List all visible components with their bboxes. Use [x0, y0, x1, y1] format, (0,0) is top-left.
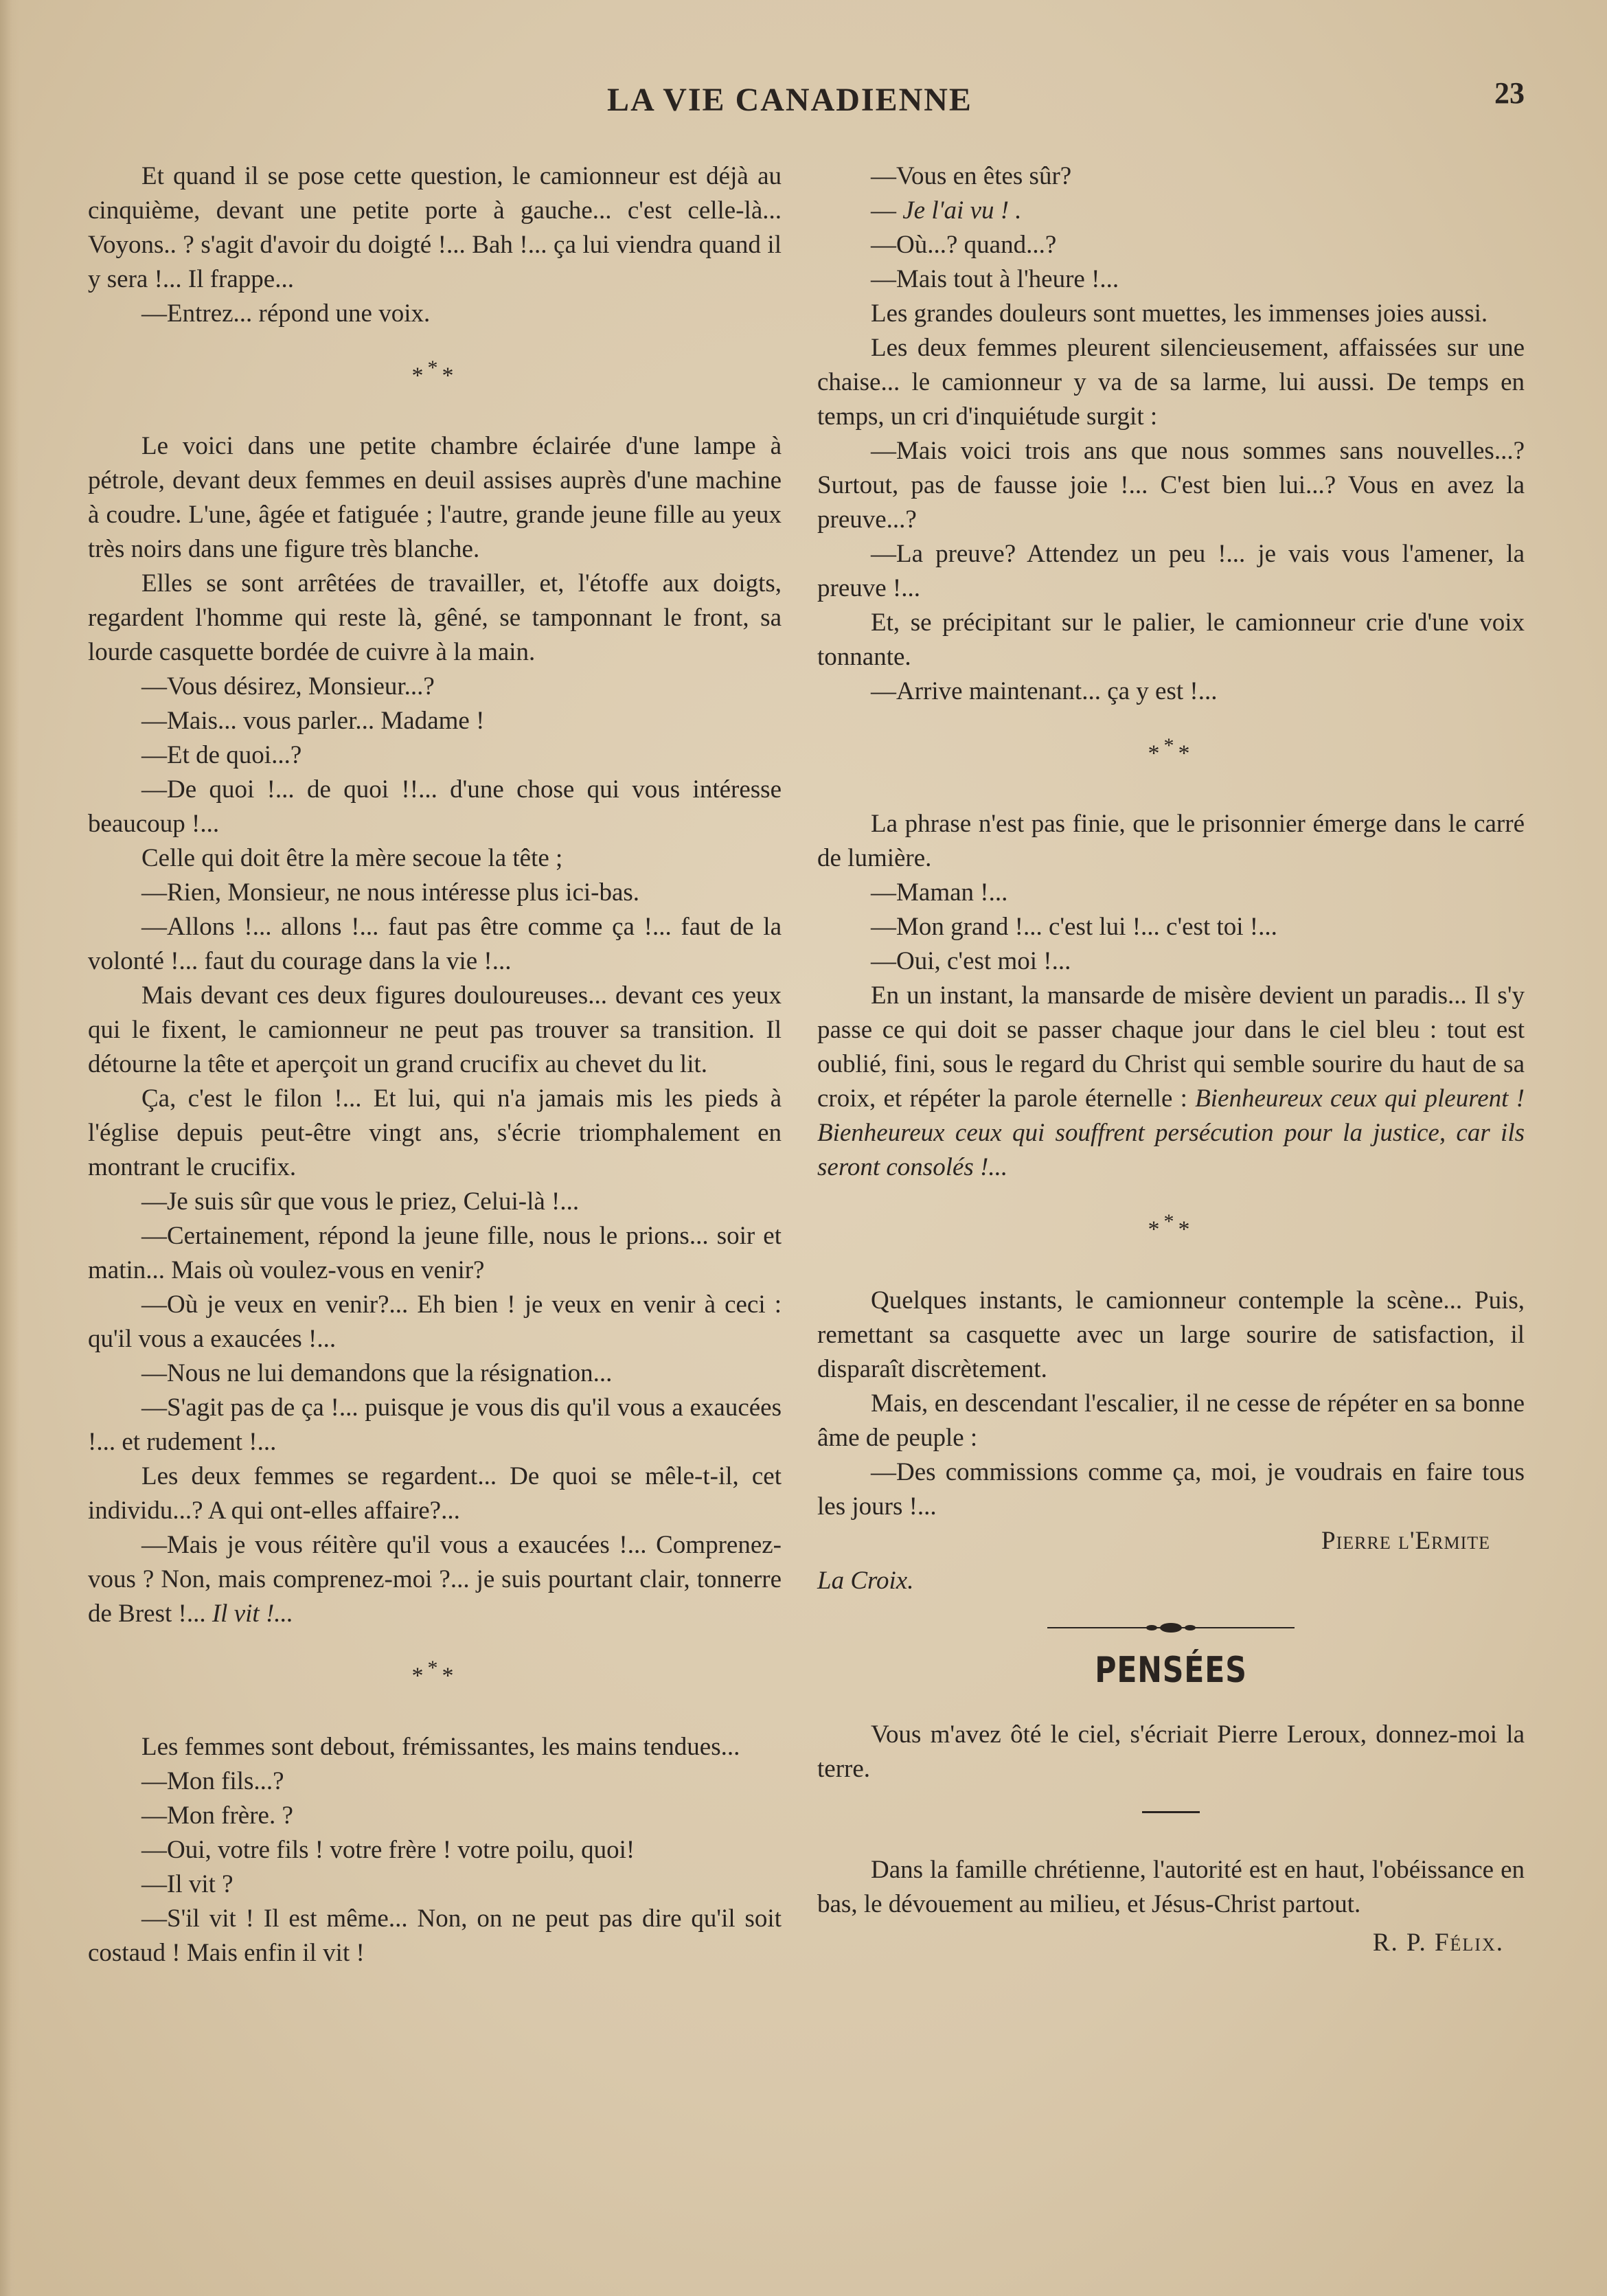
paragraph [88, 1730, 782, 1764]
dialogue-line [817, 194, 1525, 228]
paragraph-text: —Vous désirez, Monsieur...? [141, 672, 435, 701]
dialogue-line [817, 159, 1525, 194]
paragraph [817, 331, 1525, 434]
paragraph-text: —Mon grand !... c'est lui !... c'est toi !... [871, 913, 1277, 942]
dialogue-line [88, 1799, 782, 1833]
paragraph [817, 1387, 1525, 1455]
paragraph-text: —S'il vit ! Il est même... Non, on ne peut pas dire qu'il soit costaud ! Mais enfin il vit ! [88, 1904, 782, 1967]
paragraph-text: —Vous en êtes sûr? [871, 162, 1072, 190]
paragraph-text: Et quand il se pose cette question, le camionneur est déjà au cinquième, devant une petite porte à gauche... c'est celle-là... Voyons.. ? s'agit d'avoir du doigté !... Bah !... ça lui viendra quand il y sera !... Il frappe... [88, 162, 782, 293]
paragraph-text: —S'agit pas de ça !... puisque je vous dis qu'il vous a exaucées !... et rudement !... [88, 1394, 782, 1457]
dialogue-line [88, 1902, 782, 1970]
paragraph-text: —Mais je vous réitère qu'il vous a exaucées !... Comprenez-vous ? Non, mais comprenez-moi ?... je suis pourtant clair, tonnerre de Brest !... [88, 1531, 782, 1628]
paragraph-text: —Je suis sûr que vous le priez, Celui-là !... [141, 1187, 580, 1216]
dialogue-line [817, 876, 1525, 910]
dialogue-line [88, 1391, 782, 1459]
paragraph-text: Celle qui doit être la mère secoue la tête ; [141, 844, 563, 873]
paragraph-text: — [871, 196, 896, 225]
paragraph-text: —De quoi !... de quoi !!... d'une chose qui vous intéresse beaucoup !... [88, 775, 782, 839]
paragraph-text: —Certainement, répond la jeune fille, nous le prions... soir et matin... Mais où voulez-vous en venir? [88, 1222, 782, 1285]
left-column [88, 159, 782, 1970]
asterism-separator: *** [411, 1657, 458, 1689]
ornamental-rule [1047, 1617, 1295, 1638]
dialogue-line [88, 670, 782, 704]
paragraph-text: —Mais... vous parler... Madame ! [141, 707, 485, 736]
dialogue-line [817, 434, 1525, 537]
paragraph-text: Les femmes sont debout, frémissantes, les mains tendues... [141, 1732, 740, 1761]
paragraph-text: —Où je veux en venir?... Eh bien ! je veux en venir à ceci : qu'il vous a exaucées !... [88, 1291, 782, 1354]
article-source: La Croix. [817, 1566, 914, 1595]
dialogue-line [88, 1356, 782, 1391]
dialogue-line [88, 1764, 782, 1799]
paragraph [88, 1082, 782, 1185]
paragraph-text: —Mon fils...? [141, 1766, 284, 1795]
paragraph [817, 606, 1525, 674]
paragraph-text: Les grandes douleurs sont muettes, les immenses joies aussi. [871, 299, 1488, 328]
dialogue-line [817, 262, 1525, 297]
dialogue-line [817, 228, 1525, 262]
paragraph-text: —Mon frère. ? [141, 1801, 293, 1830]
paragraph [88, 1459, 782, 1528]
paragraph [88, 841, 782, 876]
dialogue-line [88, 1867, 782, 1902]
running-title: LA VIE CANADIENNE [607, 82, 972, 118]
section-title: PENSÉES [1095, 1649, 1247, 1691]
asterism-separator: *** [1148, 1210, 1194, 1242]
dialogue-line [88, 1219, 782, 1288]
dialogue-line [817, 1455, 1525, 1524]
dialogue-line [88, 876, 782, 910]
dialogue-line [88, 704, 782, 738]
right-column [817, 159, 1525, 1960]
paragraph-text: —Oui, votre fils ! votre frère ! votre poilu, quoi! [141, 1835, 635, 1864]
dialogue-line [88, 773, 782, 841]
paragraph [817, 807, 1525, 876]
paragraph-text: Vous m'avez ôté le ciel, s'écriait Pierre Leroux, donnez-moi la terre. [817, 1720, 1525, 1783]
paragraph-text: Et, se précipitant sur le palier, le camionneur crie d'une voix tonnante. [817, 609, 1525, 671]
paragraph-text: Elles se sont arrêtées de travailler, et, l'étoffe aux doigts, regardent l'homme qui reste là, gêné, se tamponnant le front, sa lourde casquette bordée de cuivre à la main. [88, 569, 782, 667]
quote-author: R. P. Félix. [1372, 1928, 1504, 1957]
asterism-separator: *** [1148, 734, 1194, 766]
paragraph-text: —Oui, c'est moi !... [871, 947, 1071, 976]
paragraph-text: —Mais voici trois ans que nous sommes sans nouvelles...? Surtout, pas de fausse joie !... C'est bien lui...? Vous en avez la preuve...? [817, 437, 1525, 534]
page-binding-edge [0, 0, 19, 2296]
paragraph-text: Mais, en descendant l'escalier, il ne cesse de répéter en sa bonne âme de peuple : [817, 1389, 1525, 1452]
paragraph-text: —Arrive maintenant... ça y est !... [871, 677, 1218, 705]
paragraph-text: —La preuve? Attendez un peu !... je vais vous l'amener, la preuve !... [817, 540, 1525, 602]
dialogue-line [88, 1288, 782, 1356]
paragraph-text: Les deux femmes se regardent... De quoi se mêle-t-il, cet individu...? A qui ont-elles affaire?... [88, 1462, 782, 1525]
italic-text: Bienheureux ceux qui pleurent ! Bienheureux ceux qui souffrent persécution pour la justice, car ils seront consolés !... [817, 1084, 1525, 1182]
dialogue-line [88, 738, 782, 773]
short-rule [1142, 1811, 1200, 1813]
paragraph-text: Les deux femmes pleurent silencieusement, affaissées sur une chaise... le camionneur y va de sa larme, lui aussi. De temps en temps, un cri d'inquiétude surgit : [817, 334, 1525, 431]
dialogue-line [88, 1833, 782, 1867]
asterism-separator: *** [411, 356, 458, 389]
paragraph-text: En un instant, la mansarde de misère devient un paradis... Il s'y passe ce qui doit se passer chaque jour dans le ciel bleu : tout est oublié, fini, sous le regard du Christ qui semble sourire du haut de sa croix, et répéter la parole éternelle : [817, 981, 1525, 1113]
paragraph [88, 429, 782, 567]
paragraph-text: Le voici dans une petite chambre éclairée d'une lampe à pétrole, devant deux femmes en deuil assises auprès d'une machine à coudre. L'une, âgée et fatiguée ; l'autre, grande jeune fille au yeux très noirs dans une figure très blanche. [88, 432, 782, 564]
paragraph-text: —Et de quoi...? [141, 741, 302, 770]
paragraph-text: —Des commissions comme ça, moi, je voudrais en faire tous les jours !... [817, 1457, 1525, 1521]
paragraph-text: —Allons !... allons !... faut pas être comme ça !... faut de la volonté !... faut du courage dans la vie !... [88, 913, 782, 976]
paragraph-text: —Entrez... répond une voix. [141, 299, 431, 328]
dialogue-line [88, 297, 782, 331]
paragraph-text: La phrase n'est pas finie, que le prisonnier émerge dans le carré de lumière. [817, 810, 1525, 873]
dialogue-line [817, 944, 1525, 979]
dialogue-line [88, 1185, 782, 1219]
dialogue-line [88, 1528, 782, 1631]
italic-text: Il vit !... [212, 1600, 294, 1628]
paragraph-text: Ça, c'est le filon !... Et lui, qui n'a jamais mis les pieds à l'église depuis peut-être vingt ans, s'écrie triomphalement en montrant le crucifix. [88, 1084, 782, 1182]
paragraph [817, 297, 1525, 331]
paragraph [817, 1284, 1525, 1387]
dialogue-line [817, 537, 1525, 606]
paragraph [817, 979, 1525, 1185]
paragraph-text: —Nous ne lui demandons que la résignation... [141, 1359, 613, 1388]
paragraph-text: —Mais tout à l'heure !... [871, 265, 1119, 293]
italic-text: Je l'ai vu ! . [902, 196, 1022, 225]
paragraph [817, 1718, 1525, 1786]
paragraph [88, 979, 782, 1082]
dialogue-line [817, 674, 1525, 709]
paragraph-text: —Où...? quand...? [871, 231, 1057, 259]
dialogue-line [817, 910, 1525, 944]
paragraph-text: Quelques instants, le camionneur contemple la scène... Puis, remettant sa casquette avec un large sourire de satisfaction, il disparaît discrètement. [817, 1286, 1525, 1383]
paragraph-text: Dans la famille chrétienne, l'autorité est en haut, l'obéissance en bas, le dévouement au milieu, et Jésus-Christ partout. [817, 1855, 1525, 1918]
paragraph [817, 1853, 1525, 1922]
paragraph [88, 159, 782, 297]
page-number: 23 [1494, 76, 1525, 110]
paragraph-text: —Rien, Monsieur, ne nous intéresse plus ici-bas. [141, 878, 640, 907]
paragraph [88, 567, 782, 670]
paragraph-text: —Il vit ? [141, 1869, 233, 1898]
paragraph-text: Mais devant ces deux figures douloureuses... devant ces yeux qui le fixent, le camionneur ne peut pas trouver sa transition. Il détourne la tête et aperçoit un grand crucifix au chevet du lit. [88, 981, 782, 1079]
article-signature: Pierre l'Ermite [1321, 1526, 1490, 1555]
dialogue-line [88, 910, 782, 979]
paragraph-text: —Maman !... [871, 878, 1008, 907]
